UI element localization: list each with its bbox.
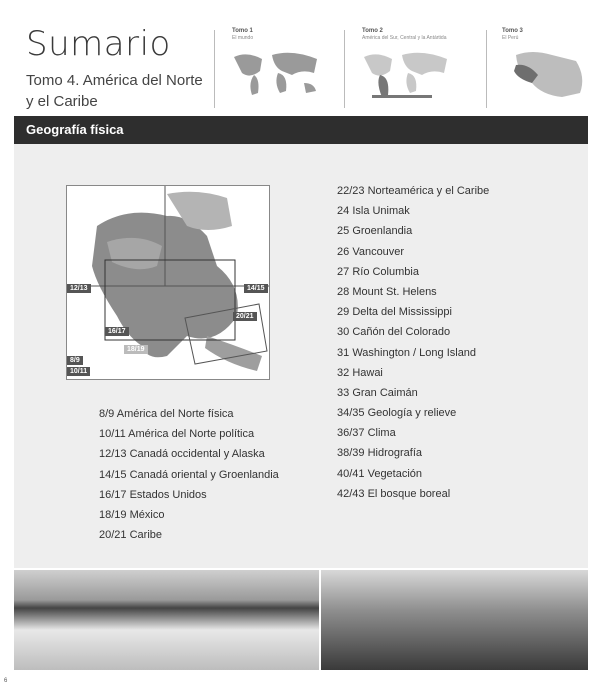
toc-entry[interactable] (99, 465, 279, 485)
toc-title: Canadá oriental y Groenlandia (129, 468, 279, 481)
toc-title: Delta del Mississippi (352, 306, 452, 319)
toc-entry[interactable] (337, 221, 489, 241)
world-map-thumbnail (232, 49, 322, 99)
toc-title: Estados Unidos (129, 488, 207, 501)
toc-pages: 29 (337, 306, 350, 319)
map-tag-14-15[interactable]: 14/15 (244, 284, 268, 293)
toc-title: Caribe (129, 529, 162, 542)
toc-entry[interactable] (99, 485, 279, 505)
volume-label: Tomo 3 (502, 28, 523, 34)
toc-title: Groenlandia (352, 225, 413, 238)
page-number: 6 (4, 678, 8, 684)
photo-strip (14, 570, 588, 670)
map-tag-10-11[interactable]: 10/11 (67, 367, 90, 376)
volume-1[interactable] (232, 28, 322, 99)
toc-pages: 38/39 (337, 447, 365, 460)
toc-list-left (99, 404, 279, 545)
map-tag-8-9[interactable]: 8/9 (67, 356, 83, 365)
toc-entry[interactable] (99, 404, 279, 424)
north-america-index-map (66, 185, 270, 380)
toc-pages: 24 (337, 205, 350, 218)
toc-list-right (337, 181, 489, 504)
section-band (14, 116, 588, 144)
toc-entry[interactable] (337, 443, 489, 463)
toc-title: Mount St. Helens (352, 285, 437, 298)
page-title: Sumario (26, 24, 171, 64)
toc-title: Vancouver (352, 245, 405, 258)
volume-subtitle: El mundo (232, 35, 254, 41)
volume-3[interactable] (502, 28, 592, 99)
toc-title: Clima (367, 427, 396, 440)
volume-subtitle: El Perú (502, 35, 519, 41)
toc-title: América del Norte política (128, 428, 255, 441)
toc-pages: 22/23 (337, 185, 365, 197)
toc-title: Vegetación (367, 467, 423, 480)
native-people-photo (321, 570, 588, 670)
toc-title: México (129, 508, 165, 521)
toc-title: Isla Unimak (352, 205, 410, 218)
toc-entry[interactable] (99, 424, 279, 444)
toc-title: Washington / Long Island (352, 346, 477, 359)
toc-entry[interactable] (337, 242, 489, 262)
map-tag-20-21[interactable]: 20/21 (233, 312, 257, 321)
toc-pages: 10/11 (99, 428, 126, 441)
americas-map-thumbnail (362, 49, 452, 99)
toc-title: El bosque boreal (367, 487, 451, 500)
toc-pages: 30 (337, 326, 350, 339)
toc-entry[interactable] (337, 423, 489, 443)
toc-entry[interactable] (337, 262, 489, 282)
toc-pages: 40/41 (337, 467, 365, 480)
toc-pages: 27 (337, 265, 350, 278)
toc-pages: 12/13 (99, 448, 127, 461)
toc-entry[interactable] (337, 363, 489, 383)
toc-entry[interactable] (337, 181, 489, 201)
toc-pages: 32 (337, 366, 350, 379)
toc-title: Río Columbia (352, 265, 419, 278)
toc-pages: 33 (337, 386, 350, 399)
map-tag-12-13[interactable]: 12/13 (67, 284, 91, 293)
toc-title: Hawai (352, 366, 383, 379)
toc-pages: 20/21 (99, 529, 127, 542)
divider (344, 30, 345, 108)
toc-title: Cañón del Colorado (352, 326, 451, 339)
toc-title: Gran Caimán (352, 386, 418, 399)
toc-pages: 34/35 (337, 407, 365, 420)
toc-entry[interactable] (337, 343, 489, 363)
volume-label: Tomo 2 (362, 28, 383, 34)
section-title: Geografía física (26, 122, 124, 137)
toc-entry[interactable] (99, 525, 279, 545)
page-subtitle: Tomo 4. América del Norte y el Caribe (26, 72, 203, 110)
toc-entry[interactable] (337, 484, 489, 504)
toc-entry[interactable] (99, 444, 279, 464)
peru-map-thumbnail (502, 49, 592, 99)
divider (486, 30, 487, 108)
toc-pages: 42/43 (337, 487, 365, 500)
toc-pages: 18/19 (99, 508, 127, 521)
coastal-ice-photo (14, 570, 319, 670)
toc-title: América del Norte física (116, 408, 234, 420)
toc-entry[interactable] (337, 464, 489, 484)
toc-entry[interactable] (337, 282, 489, 302)
toc-pages: 31 (337, 346, 350, 359)
map-tag-16-17[interactable]: 16/17 (105, 327, 129, 336)
toc-entry[interactable] (337, 322, 489, 342)
toc-entry[interactable] (337, 302, 489, 322)
toc-pages: 26 (337, 245, 350, 258)
toc-pages: 25 (337, 225, 350, 238)
toc-title: Canadá occidental y Alaska (129, 448, 265, 461)
divider (214, 30, 215, 108)
volume-label: Tomo 1 (232, 28, 253, 34)
toc-entry[interactable] (337, 383, 489, 403)
toc-entry[interactable] (99, 505, 279, 525)
toc-title: Geología y relieve (367, 407, 457, 420)
toc-pages: 36/37 (337, 427, 365, 440)
index-map-graphic (67, 186, 269, 379)
toc-pages: 8/9 (99, 408, 115, 420)
volume-subtitle: América del Sur, Central y la Antártida (362, 35, 447, 41)
toc-pages: 14/15 (99, 468, 127, 481)
toc-title: Norteamérica y el Caribe (367, 185, 490, 197)
header (0, 0, 600, 112)
volume-2[interactable] (362, 28, 452, 99)
toc-pages: 16/17 (99, 488, 127, 501)
toc-entry[interactable] (337, 403, 489, 423)
map-tag-18-19[interactable]: 18/19 (124, 345, 148, 354)
toc-entry[interactable] (337, 201, 489, 221)
toc-pages: 28 (337, 285, 350, 298)
toc-title: Hidrografía (367, 447, 423, 460)
